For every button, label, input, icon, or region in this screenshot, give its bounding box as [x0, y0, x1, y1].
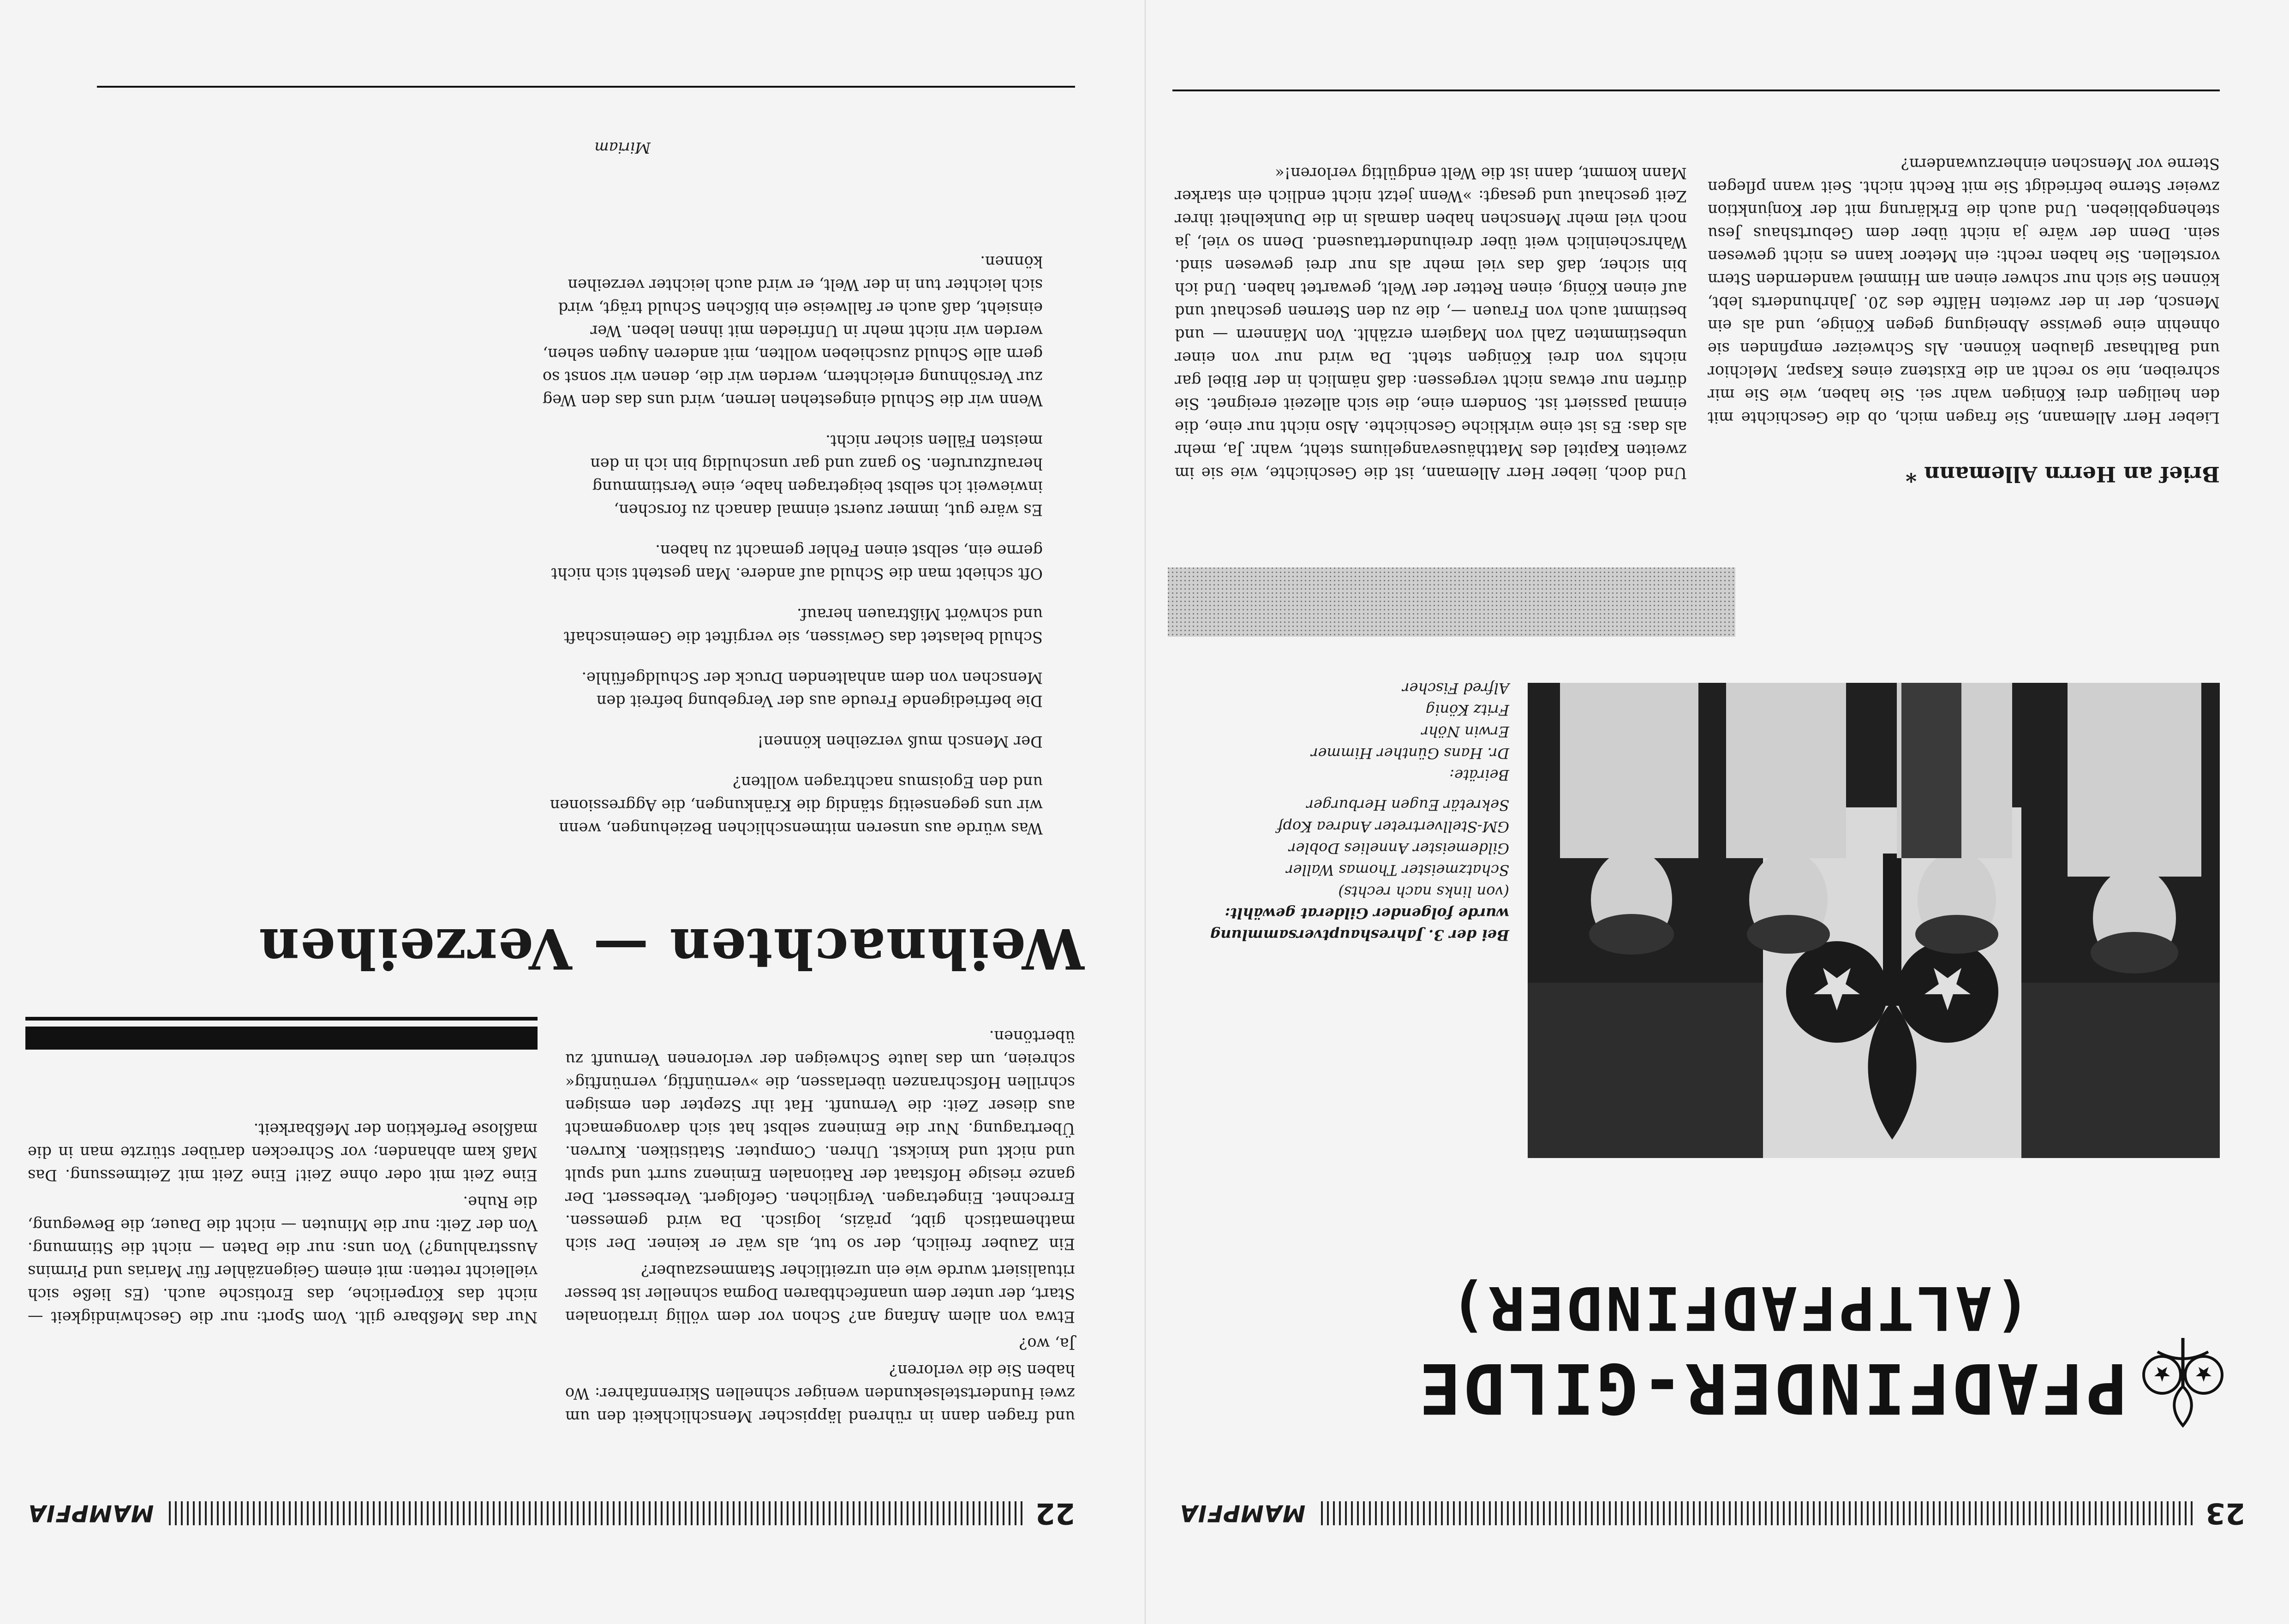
paragraph: Wenn wir die Schuld eingestehen lernen, wird uns das den Weg zur Versöhnung erleichtern, werden wir die, denen wir sonst so gern alle Schuld zuschieben wollten, mit anderen Augen sehen, werden wir nicht mehr in Unfrieden mit ihnen leben. Wer einsieht, daß auch er fallweise ein bißchen Schuld trägt, wird sich leichter tun in der Welt, er wird auch leichter verzeihen können. — [542, 253, 1043, 409]
magazine-brand: MAMPFIA — [1179, 1500, 1306, 1527]
paragraph: Oft schiebt man die Schuld auf andere. Man gesteht sich nicht gerne ein, selbst einen Fehler gemacht zu haben. — [551, 542, 1043, 583]
text-column-right — [28, 1114, 538, 1329]
paragraph: Ja, wo? — [1019, 1335, 1075, 1353]
caption-line: Schatzmeister Thomas Waller — [1286, 861, 1509, 879]
paragraph: Schuld belastet das Gewissen, sie vergiftet die Gemeinschaft und schwört Mißtrauen herauf. — [563, 605, 1043, 646]
page-22 — [0, 0, 1144, 1624]
fleur-de-lis-logo — [2139, 1329, 2227, 1430]
author-signature: Miriam — [594, 139, 651, 157]
letter-column-right — [1175, 158, 1687, 484]
halftone-box — [1168, 567, 1735, 637]
caption-line: Erwin Nöhr — [1421, 723, 1509, 740]
paragraph: Die befriedigende Freude aus der Vergebung befreit den Menschen von dem anhaltenden Druck der Schuldgefühle. — [581, 669, 1043, 710]
page-number: 22 — [1035, 1497, 1075, 1530]
article-title: Weihnachten — Verzeihen — [258, 916, 1084, 981]
caption-line: Sekretär Eugen Herburger — [1306, 796, 1509, 814]
paragraph: Der Mensch muß verzeihen können! — [757, 733, 1043, 751]
paragraph: Ein Zauber freilich, der so tut, als wär er keiner. Der sich mathematisch gibt, präzis, logisch. Da wird gemessen. Errechnet. Eingetragen. Verglichen. Gefolgert. Verbessert. Der ganze riesige Hofstaat der Rationalen Eminenz surrt und spult und nickt und knickst. Uhren. Computer. Statistiken. Kurven. Übertragung. Nur die Eminenz selbst hat sich davongemacht aus dieser Zeit: die Vernunft. Hat ihr Szepter den emsigen schrillen Hofschranzen überlassen, die »vernünftig, vernünftig« schreien, um das laute Schweigen der verlorenen Vernunft zu übertönen. — [565, 1027, 1075, 1253]
article-body — [535, 241, 1043, 840]
caption-line: (von links nach rechts) — [1338, 883, 1509, 901]
caption-line: GM-Stellvertreter Andrea Kopf — [1277, 818, 1509, 836]
paragraph: Nur das Meßbare gilt. Vom Sport: nur die Geschwindigkeit — nicht das Körperliche, das Erotische auch. (Es ließe sich vielleicht retten: mit einem Geigenzähler für Marias und Pirmins Ausstrahlung?) Von uns: nur die Daten — nicht die Stimmung. Von der Zeit: nur die Minuten — nicht die Dauer, die Bewegung, die Ruhe. — [28, 1193, 538, 1326]
guild-subtitle: (ALTPFADFINDER) — [1447, 1273, 2031, 1343]
text-column-left — [565, 1021, 1075, 1428]
magazine-brand: MAMPFIA — [28, 1500, 154, 1527]
guild-title: PFADFINDER-GILDE — [1416, 1348, 2128, 1428]
letter-heading — [1906, 462, 2220, 487]
paragraph: Es wäre gut, immer zuerst einmal danach zu forschen, inwieweit ich selbst beigetragen habe, eine Verstimmung heraufzurufen. So ganz und gar unschuldig bin ich in den meisten Fällen sicher nicht. — [590, 432, 1043, 519]
page-23 — [1145, 0, 2289, 1624]
paragraph: Was würde aus unseren mitmenschlichen Beziehungen, wenn wir uns gegenseitig ständig die Kränkungen, die Aggressionen und den Egoismus nachtragen wollten? — [550, 773, 1043, 837]
caption-line: Gildemeister Annelies Dobler — [1289, 840, 1509, 857]
paragraph: Lieber Herr Allemann, Sie fragen mich, ob die Geschichte mit den heiligen drei Königen wahr sei. Sie haben, wie Sie mir schreiben, nie so recht an die Existenz eines Kaspar, Melchior und Balthasar glauben können. Als Schweizer empfinden sie ohnehin eine gewisse Abneigung gegen Könige, und als ein Mensch, der in der zweiten Hälfte des 20. Jahrhunderts lebt, können Sie sich nur schwer einen am Himmel wandernden Stern vorstellen. Sie haben recht: ein Meteor kann es nicht gewesen sein. Denn der wäre ja nicht über dem Geburtshaus Jesu stehengeblieben. Und auch die Erklärung mit der Konjunktion zweier Sterne befriedigt Sie mit Recht nicht. Seit wann pflegen Sterne vor Menschen einherzuwandern? — [1708, 155, 2220, 427]
title-thin-rule — [25, 1017, 538, 1021]
bottom-rule — [1172, 90, 2220, 91]
page-header — [1179, 1497, 2245, 1529]
photo-illustration — [1528, 683, 2220, 1158]
ruler-ticks — [167, 1501, 1022, 1525]
letter-heading-text: Brief an Herrn Allemann — [1924, 462, 2220, 487]
paragraph: Etwa von allem Anfang an? Schon vor dem völlig irrationalen Start, der unter dem unanfechtbaren Dogma schneller ist besser ritualisiert wurde wie ein urzeitlicher Stammeszauber? — [565, 1262, 1075, 1326]
bottom-rule — [97, 86, 1075, 88]
page-number: 23 — [2205, 1497, 2245, 1530]
page-header — [28, 1497, 1075, 1529]
caption-heading: Bei der 3. Jahreshauptversammlung wurde folgender Gilderat gewählt: — [1210, 905, 1509, 944]
caption-line: Dr. Hans Günther Himmer — [1311, 745, 1509, 762]
photo-caption — [1177, 677, 1509, 946]
group-photo — [1528, 683, 2220, 1158]
title-thick-rule — [25, 1027, 538, 1050]
caption-line: Beiräte: — [1449, 766, 1509, 784]
paragraph: und fragen dann in rührend läppischer Menschlichkeit den um zwei Hundertstelsekunden weniger schnellen Skirennfahrer: Wo haben Sie die verloren? — [565, 1361, 1075, 1426]
paragraph: Und doch, lieber Herr Allemann, ist die Geschichte, wie sie im zweiten Kapitel des Matthäusevangeliums steht, wahr. Ja, mehr als das: Es ist eine wirkliche Geschichte. Also nicht nur eine, die einmal passiert ist. Sondern eine, die sich allezeit ereignet. Sie dürfen nur etwas nicht vergessen: daß nämlich in der Bibel gar nichts von drei Königen steht. Da wird nur von einer unbestimmten Zahl von Magiern erzählt. Von Männern — und bestimmt auch von Frauen —, die zu den Sternen geschaut und auf einen König, einen Retter der Welt, gewartet haben. Und ich bin sicher, daß das viel mehr als nur drei gewesen sind. Wahrscheinlich weit über dreihunderttausend. Denn so viel, ja noch viel mehr Menschen haben damals in die Dunkelheit ihrer Zeit geschaut und gesagt: »Wenn jetzt nicht endlich ein starker Mann kommt, dann ist die Welt endgültig verloren!« — [1175, 164, 1687, 482]
paragraph: Eine Zeit mit oder ohne Zeit! Eine Zeit mit Zeitmessung. Das Maß kam abhanden; vor Schrecken darüber stürzte man in die maßlose Perfektion der Meßbarkeit. — [28, 1120, 538, 1184]
letter-heading-star: * — [1906, 462, 1917, 487]
ruler-ticks — [1318, 1501, 2192, 1525]
letter-column-left — [1708, 149, 2220, 429]
caption-line: Alfred Fischer — [1402, 680, 1509, 697]
caption-line: Fritz König — [1425, 701, 1509, 719]
